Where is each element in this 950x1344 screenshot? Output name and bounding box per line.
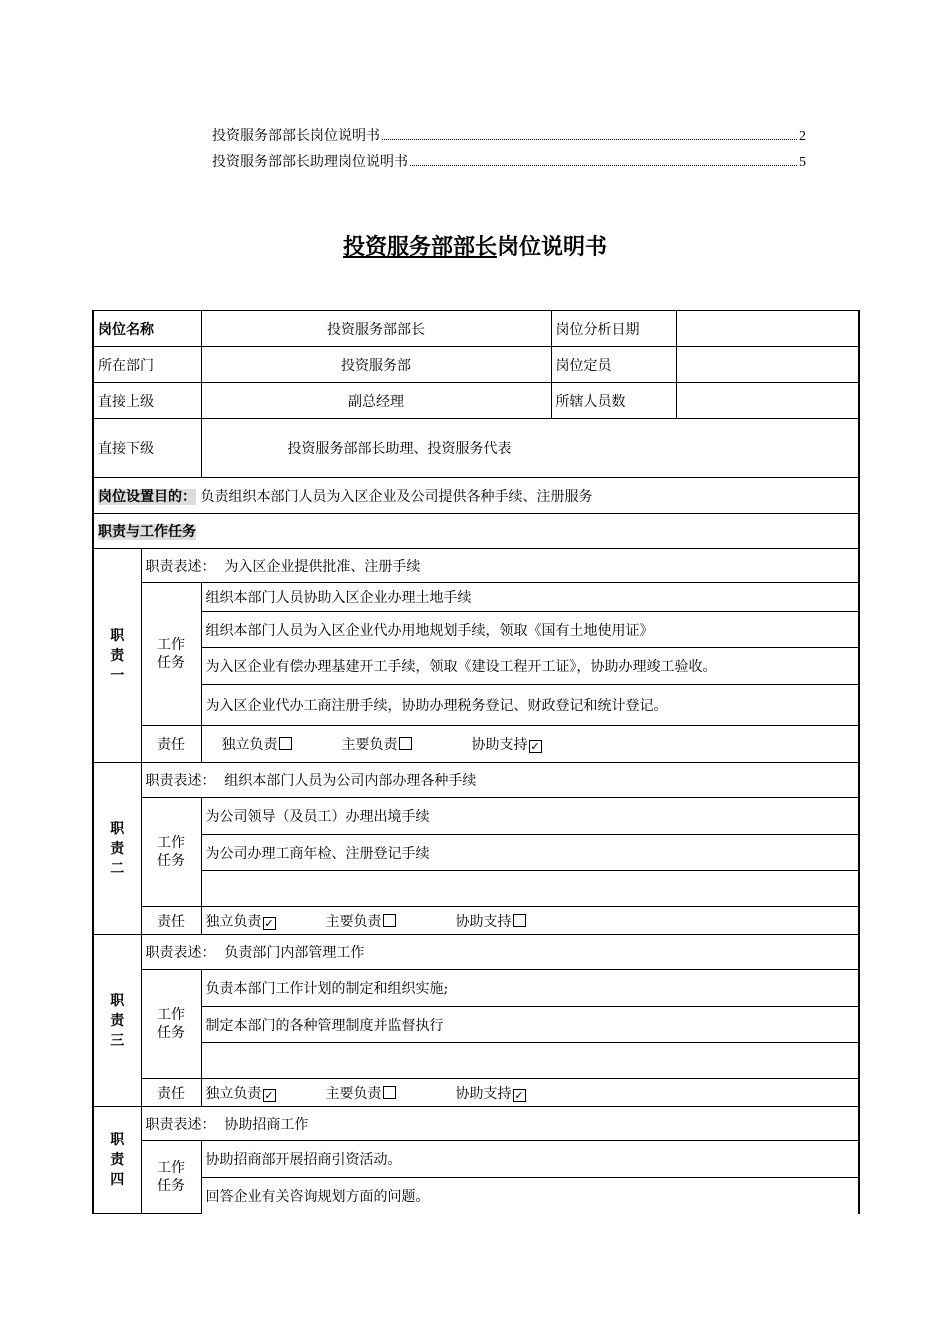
task-item: 为公司办理工商年检、注册登记手续 bbox=[201, 835, 859, 871]
task-item: 为入区企业代办工商注册手续，协助办理税务登记、财政登记和统计登记。 bbox=[201, 685, 859, 726]
toc-entry-label: 投资服务部部长岗位说明书 bbox=[212, 128, 380, 144]
staff-count-value bbox=[676, 383, 859, 419]
assist-option: 协助支持 bbox=[455, 1085, 512, 1102]
toc-leader-dots bbox=[410, 165, 797, 166]
duty-desc-label: 职责表述： bbox=[145, 773, 216, 789]
page-title-underlined: 投资服务部部长 bbox=[342, 235, 497, 260]
staff-count-label: 所辖人员数 bbox=[551, 383, 676, 419]
task-item: 组织本部门人员为入区企业代办用地规划手续，领取《国有土地使用证》 bbox=[201, 612, 859, 648]
responsibility-options bbox=[201, 1079, 859, 1107]
duty-desc-label: 职责表述： bbox=[145, 558, 216, 575]
analysis-date-label: 岗位分析日期 bbox=[551, 311, 676, 347]
independent-checkbox[interactable] bbox=[279, 737, 292, 750]
duty-desc-value: 协助招商工作 bbox=[224, 1116, 309, 1133]
duty-2-description bbox=[141, 763, 859, 798]
main-checkbox[interactable] bbox=[399, 737, 412, 750]
duty-4-label: 职 责 四 bbox=[93, 1107, 141, 1214]
task-item: 负责本部门工作计划的制定和组织实施; bbox=[201, 970, 859, 1007]
assist-option: 协助支持 bbox=[455, 913, 512, 930]
duty-desc-value: 组织本部门人员为公司内部办理各种手续 bbox=[224, 773, 477, 789]
responsibility-label: 责任 bbox=[141, 907, 201, 935]
main-checkbox[interactable] bbox=[383, 914, 396, 927]
duties-section-title: 职责与工作任务 bbox=[98, 524, 196, 540]
responsibility-label: 责任 bbox=[141, 726, 201, 763]
independent-checkbox[interactable]: ✓ bbox=[264, 916, 274, 930]
superior-value: 副总经理 bbox=[201, 383, 551, 419]
analysis-date-value bbox=[676, 311, 859, 347]
job-description-table bbox=[92, 310, 860, 1214]
department-label: 所在部门 bbox=[93, 347, 201, 383]
subordinate-label: 直接下级 bbox=[93, 419, 201, 478]
main-option: 主要负责 bbox=[325, 1085, 382, 1102]
duty-3-description bbox=[141, 935, 859, 970]
headcount-value bbox=[676, 347, 859, 383]
responsibility-options bbox=[201, 726, 859, 763]
task-item: 制定本部门的各种管理制度并监督执行 bbox=[201, 1007, 859, 1043]
subordinate-value: 投资服务部部长助理、投资服务代表 bbox=[201, 419, 859, 478]
duty-desc-label: 职责表述： bbox=[145, 1116, 216, 1133]
assist-checkbox[interactable]: ✓ bbox=[530, 740, 540, 753]
duties-section-header bbox=[93, 514, 859, 549]
toc-leader-dots bbox=[382, 139, 797, 140]
job-name-label: 岗位名称 bbox=[93, 311, 201, 347]
superior-label: 直接上级 bbox=[93, 383, 201, 419]
independent-option: 独立负责 bbox=[205, 1085, 262, 1102]
main-option: 主要负责 bbox=[341, 737, 398, 753]
duty-1-label: 职 责 一 bbox=[93, 549, 141, 763]
duty-2-label: 职 责 二 bbox=[93, 763, 141, 935]
assist-option: 协助支持 bbox=[471, 737, 528, 753]
assist-checkbox[interactable]: ✓ bbox=[514, 1088, 524, 1102]
table-of-contents bbox=[212, 123, 806, 175]
duty-4-description bbox=[141, 1107, 859, 1141]
main-checkbox[interactable] bbox=[383, 1086, 396, 1099]
task-item bbox=[201, 871, 859, 907]
work-task-label: 工作 任务 bbox=[141, 583, 201, 726]
page-title bbox=[0, 230, 950, 261]
responsibility-options bbox=[201, 907, 859, 935]
toc-entry-page: 2 bbox=[799, 129, 806, 144]
duty-desc-value: 为入区企业提供批准、注册手续 bbox=[224, 558, 421, 575]
toc-entry[interactable] bbox=[212, 123, 806, 149]
responsibility-label: 责任 bbox=[141, 1079, 201, 1107]
task-item: 协助招商部开展招商引资活动。 bbox=[201, 1141, 859, 1178]
headcount-label: 岗位定员 bbox=[551, 347, 676, 383]
work-task-label: 工作 任务 bbox=[141, 798, 201, 907]
independent-checkbox[interactable]: ✓ bbox=[264, 1088, 274, 1102]
toc-entry[interactable] bbox=[212, 149, 806, 175]
duty-desc-value: 负责部门内部管理工作 bbox=[224, 945, 365, 961]
toc-entry-label: 投资服务部部长助理岗位说明书 bbox=[212, 154, 408, 170]
independent-option: 独立负责 bbox=[205, 913, 262, 930]
page-title-rest: 岗位说明书 bbox=[497, 235, 608, 260]
work-task-label: 工作 任务 bbox=[141, 1141, 201, 1214]
purpose-value: 负责组织本部门人员为入区企业及公司提供各种手续、注册服务 bbox=[200, 488, 593, 505]
task-item: 为入区企业有偿办理基建开工手续，领取《建设工程开工证》，协助办理竣工验收。 bbox=[201, 648, 859, 685]
task-item: 回答企业有关咨询规划方面的问题。 bbox=[201, 1178, 859, 1214]
task-item: 为公司领导（及员工）办理出境手续 bbox=[201, 798, 859, 835]
purpose-row bbox=[93, 478, 859, 514]
duty-desc-label: 职责表述： bbox=[145, 945, 216, 961]
assist-checkbox[interactable] bbox=[513, 914, 526, 927]
main-option: 主要负责 bbox=[325, 913, 382, 930]
task-item: 组织本部门人员协助入区企业办理土地手续 bbox=[201, 583, 859, 612]
independent-option: 独立负责 bbox=[221, 737, 278, 753]
job-name-value: 投资服务部部长 bbox=[201, 311, 551, 347]
purpose-label: 岗位设置目的： bbox=[98, 488, 196, 505]
task-item bbox=[201, 1043, 859, 1079]
toc-entry-page: 5 bbox=[799, 155, 806, 170]
department-value: 投资服务部 bbox=[201, 347, 551, 383]
duty-3-label: 职 责 三 bbox=[93, 935, 141, 1107]
duty-1-description bbox=[141, 549, 859, 583]
work-task-label: 工作 任务 bbox=[141, 970, 201, 1079]
